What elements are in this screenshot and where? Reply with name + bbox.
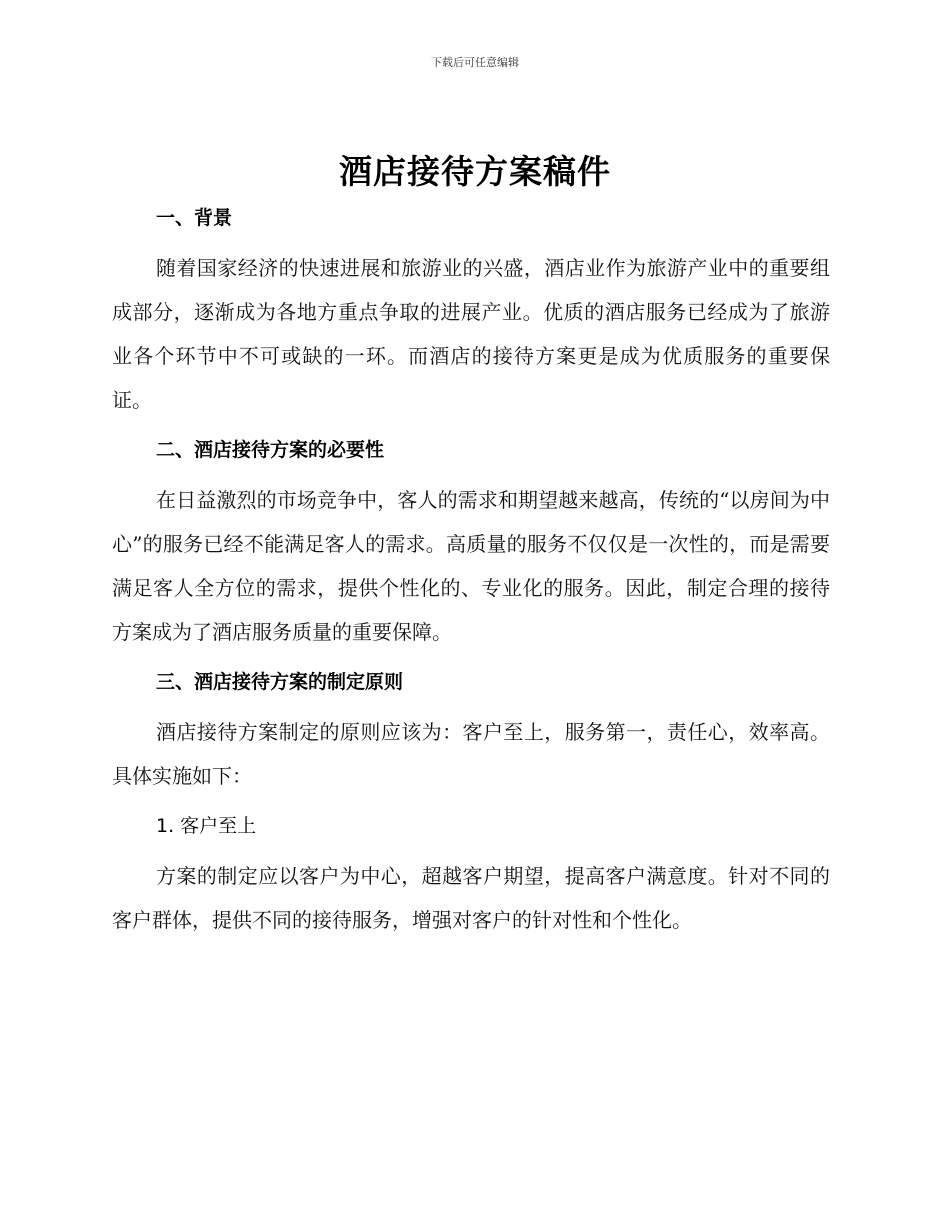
section-paragraph-background: 随着国家经济的快速进展和旅游业的兴盛，酒店业作为旅游产业中的重要组成部分，逐渐成为各地方重点争取的进展产业。优质的酒店服务已经成为了旅游业各个环节中不可或缺的一环。而酒店的接待方案更是成为优质服务的重要保证。: [112, 256, 830, 412]
section-paragraph-necessity: 在日益激烈的市场竞争中，客人的需求和期望越来越高，传统的“以房间为中心”的服务已经不能满足客人的需求。高质量的服务不仅仅是一次性的，而是需要满足客人全方位的需求，提供个性化的、专业化的服务。因此，制定合理的接待方案成为了酒店服务质量的重要保障。: [112, 488, 830, 644]
document-title: 酒店接待方案稿件: [339, 152, 611, 191]
section-paragraph-principles: 酒店接待方案制定的原则应该为：客户至上，服务第一，责任心，效率高。具体实施如下：: [112, 720, 830, 788]
section-heading-principles: 三、酒店接待方案的制定原则: [156, 671, 404, 693]
section-heading-customer-first: 1. 客户至上: [156, 815, 257, 837]
page-header: 下载后可任意编辑: [431, 56, 519, 69]
document-body: [112, 198, 830, 954]
section-paragraph-customer-first: 方案的制定应以客户为中心，超越客户期望，提高客户满意度。针对不同的客户群体，提供不同的接待服务，增强对客户的针对性和个性化。: [112, 864, 830, 932]
section-heading-necessity: 二、酒店接待方案的必要性: [156, 439, 385, 461]
section-heading-background: 一、背景: [156, 207, 233, 229]
